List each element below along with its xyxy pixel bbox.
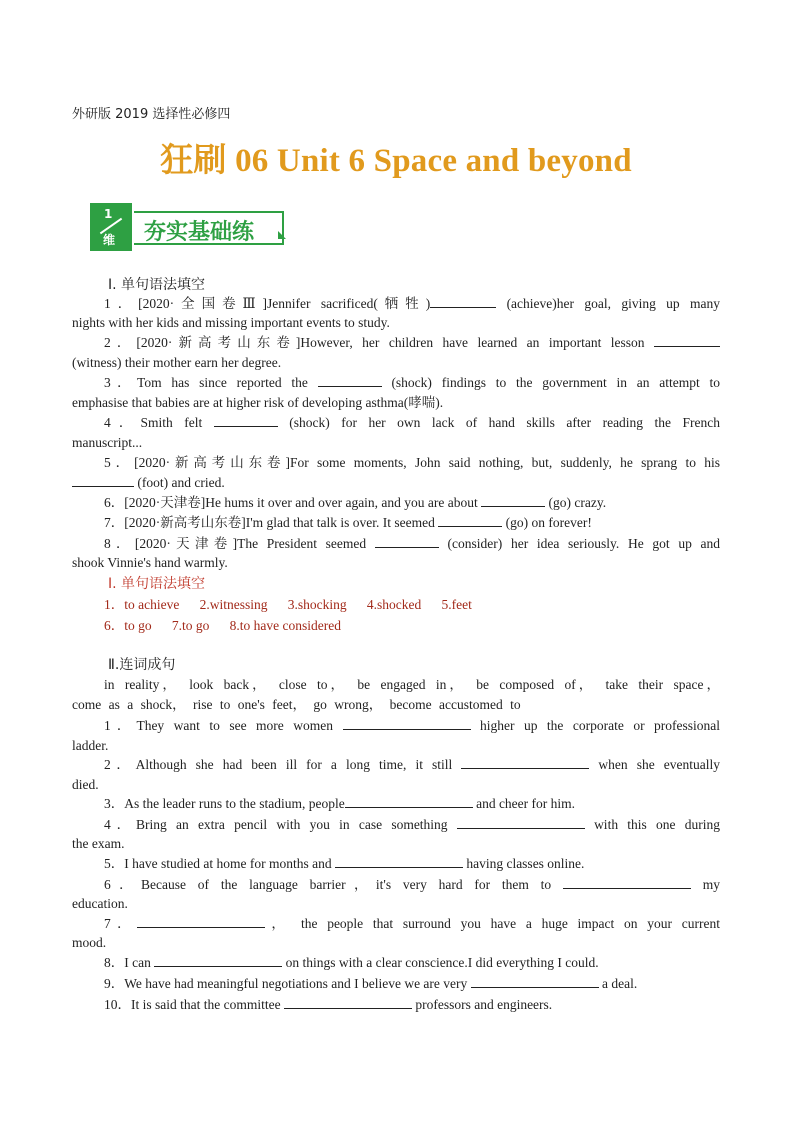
answer-item: 1．to achieve — [104, 597, 180, 612]
answer-item: 7.to go — [171, 618, 210, 633]
s2-item7-line2: mood. — [72, 935, 107, 950]
answer-blank[interactable] — [318, 374, 382, 387]
badge-tail-mark — [278, 231, 286, 239]
answer-blank[interactable] — [214, 414, 278, 427]
answer-blank[interactable] — [430, 295, 496, 308]
answers-row1 — [72, 595, 720, 614]
s1-item3-line2: emphasise that babies are at higher risk of developing asthma(哮喘). — [72, 395, 444, 410]
answer-item: 6．to go — [104, 618, 152, 633]
s2-item2-line2: died. — [72, 777, 99, 792]
s1-item2-line2: (witness) their mother earn her degree. — [72, 355, 282, 370]
answer-blank[interactable] — [345, 795, 473, 808]
answer-item: 3.shocking — [287, 597, 347, 612]
answer-item: 8.to have considered — [229, 618, 341, 633]
answer-blank[interactable] — [438, 514, 502, 527]
s1-item8-line1: 8．[2020·天津卷]The President seemed (consider) her idea seriously. He got up and — [104, 536, 721, 551]
s2-item8-line1: 8．I can on things with a clear conscience.I did everything I could. — [104, 955, 599, 970]
answer-blank[interactable] — [375, 535, 439, 548]
answer-blank[interactable] — [154, 954, 282, 967]
section1-heading: Ⅰ. 单句语法填空 — [108, 277, 206, 293]
section-badge — [90, 203, 306, 251]
answer-blank[interactable] — [563, 876, 691, 889]
badge-unit: 维 — [103, 233, 116, 247]
s2-item4-line2: the exam. — [72, 836, 125, 851]
s1-item4-line2: manuscript... — [72, 435, 143, 450]
s1-item1-line2: nights with her kids and missing important events to study. — [72, 315, 390, 330]
s1-item5-line1: 5．[2020·新高考山东卷]For some moments, John said nothing, but, suddenly, he sprang to his — [104, 455, 720, 470]
badge-label: 夯实基础练 — [144, 220, 255, 245]
s1-item4-line1: 4．Smith felt (shock) for her own lack of hand skills after reading the French — [104, 415, 721, 430]
answers-heading: Ⅰ. 单句语法填空 — [108, 576, 206, 592]
badge-number: 1 — [104, 207, 113, 221]
answer-blank[interactable] — [457, 816, 585, 829]
s1-item2-line1: 2．[2020·新高考山东卷]However, her children have learned an important lesson — [72, 333, 720, 352]
edition-label: 外研版 2019 选择性必修四 — [72, 107, 231, 122]
answer-blank[interactable] — [654, 334, 720, 347]
s2-item4-line1: 4．Bring an extra pencil with you in case something with this one during — [104, 817, 721, 832]
s1-item8-line2: shook Vinnie's hand warmly. — [72, 555, 228, 570]
badge-number-box — [90, 203, 132, 251]
page-title: 狂刷 06 Unit 6 Space and beyond — [160, 143, 632, 179]
s2-item1-line1: 1．They want to see more women higher up the corporate or professional — [104, 718, 721, 733]
answer-blank[interactable] — [343, 717, 471, 730]
s1-item3-line1: 3．Tom has since reported the (shock) findings to the government in an attempt to — [104, 375, 721, 390]
section2-heading: Ⅱ.连词成句 — [108, 657, 176, 673]
s2-item9-line1: 9．We have had meaningful negotiations and I believe we are very a deal. — [104, 976, 638, 991]
answer-blank[interactable] — [72, 474, 134, 487]
answer-item: 4.shocked — [366, 597, 422, 612]
s1-item1-line1: 1．[2020·全国卷Ⅲ]Jennifer sacrificed(牺牲) (achieve)her goal, giving up many — [104, 296, 720, 311]
answer-item: 2.witnessing — [199, 597, 268, 612]
s2-item5-line1: 5．I have studied at home for months and having classes online. — [104, 856, 585, 871]
answers-row2 — [72, 616, 720, 635]
s2-item1-line2: ladder. — [72, 738, 109, 753]
answer-blank[interactable] — [284, 996, 412, 1009]
badge-label-box — [134, 211, 284, 245]
s2-item3-line1: 3．As the leader runs to the stadium, people and cheer for him. — [104, 796, 576, 811]
phrase-bank-line1: in reality， look back， close to， be engaged in， be composed of， take their space， — [104, 677, 720, 692]
answer-item: 5.feet — [441, 597, 472, 612]
answer-blank[interactable] — [335, 855, 463, 868]
s1-item6-line1: 6．[2020·天津卷]He hums it over and over again, and you are about (go) crazy. — [104, 495, 607, 510]
s2-item6-line2: education. — [72, 896, 128, 911]
s1-item5-line2: (foot) and cried. — [72, 473, 720, 492]
answer-blank[interactable] — [481, 494, 545, 507]
answer-blank[interactable] — [471, 975, 599, 988]
phrase-bank-line2: come as a shock， rise to one's feet， go wrong， become accustomed to — [72, 697, 521, 712]
s2-item6-line1: 6．Because of the language barrier，it's very hard for them to my — [104, 877, 721, 892]
answer-blank[interactable] — [461, 756, 589, 769]
answer-blank[interactable] — [137, 915, 265, 928]
s1-item7-line1: 7．[2020·新高考山东卷]I'm glad that talk is over. It seemed (go) on forever! — [104, 515, 592, 530]
s2-item7-line1: 7． ， the people that surround you have a huge impact on your current — [104, 916, 720, 931]
s2-item10-line1: 10．It is said that the committee professors and engineers. — [104, 997, 553, 1012]
s2-item2-line1: 2．Although she had been ill for a long time, it still when she eventually — [104, 757, 721, 772]
